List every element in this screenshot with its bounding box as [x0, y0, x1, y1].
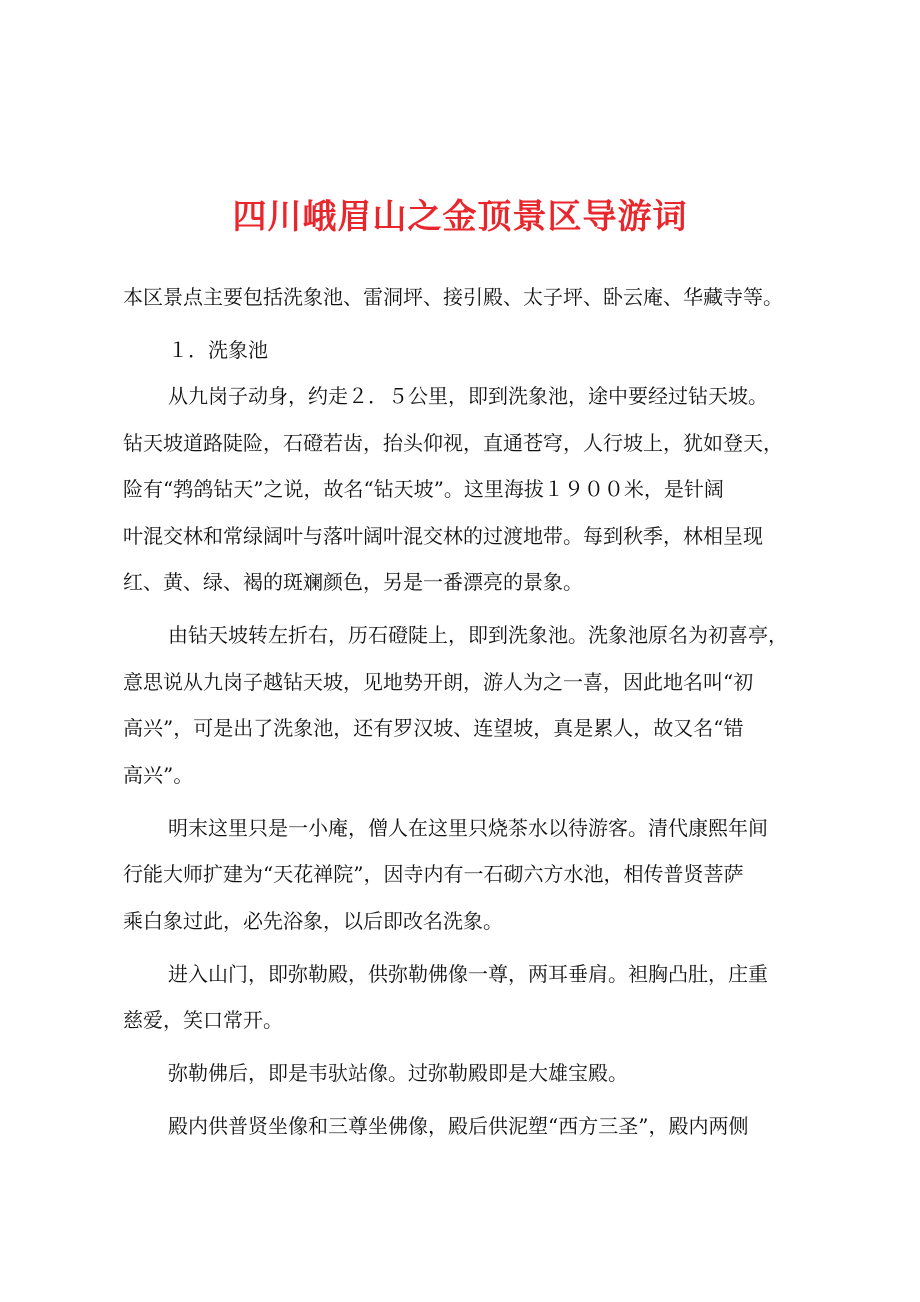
- text-line: 弥勒佛后，即是韦驮站像。过弥勒殿即是大雄宝殿。: [168, 1061, 628, 1085]
- text-line: 钻天坡道路陡险，石磴若齿，抬头仰视，直通苍穹，人行坡上，犹如登天，: [123, 431, 783, 455]
- text-line: 本区景点主要包括洗象池、雷洞坪、接引殿、太子坪、卧云庵、华藏寺等。: [123, 285, 783, 309]
- text-line: 险有“鹁鸽钻天”之说，故名“钻天坡”。这里海拔１９００米，是针阔: [123, 477, 724, 501]
- text-line: 行能大师扩建为“天花禅院”，因寺内有一石砌六方水池，相传普贤菩萨: [123, 862, 744, 886]
- text-line: 殿内供普贤坐像和三尊坐佛像，殿后供泥塑“西方三圣”，殿内两侧: [168, 1114, 749, 1138]
- text-line: 乘白象过此，必先浴象，以后即改名洗象。: [123, 909, 503, 933]
- text-line: 明末这里只是一小庵，僧人在这里只烧茶水以待游客。清代康熙年间: [168, 816, 768, 840]
- section-heading: １．洗象池: [168, 338, 268, 362]
- text-line: 高兴”。: [123, 763, 194, 787]
- document-title: 四川峨眉山之金顶景区导游词: [232, 197, 688, 237]
- text-line: 从九岗子动身，约走２．５公里，即到洗象池，途中要经过钻天坡。: [168, 384, 768, 408]
- text-line: 叶混交林和常绿阔叶与落叶阔叶混交林的过渡地带。每到秋季，林相呈现: [123, 524, 763, 548]
- text-line: 慈爱，笑口常开。: [123, 1008, 283, 1032]
- text-line: 红、黄、绿、褐的斑斓颜色，另是一番漂亮的景象。: [123, 570, 583, 594]
- text-line: 由钻天坡转左折右，历石磴陡上，即到洗象池。洗象池原名为初喜亭，: [168, 623, 788, 647]
- text-line: 进入山门，即弥勒殿，供弥勒佛像一尊，两耳垂肩。袒胸凸肚，庄重: [168, 962, 768, 986]
- text-line: 意思说从九岗子越钻天坡，见地势开朗，游人为之一喜，因此地名叫“初: [123, 670, 754, 694]
- text-line: 高兴”，可是出了洗象池，还有罗汉坡、连望坡，真是累人，故又名“错: [123, 716, 744, 740]
